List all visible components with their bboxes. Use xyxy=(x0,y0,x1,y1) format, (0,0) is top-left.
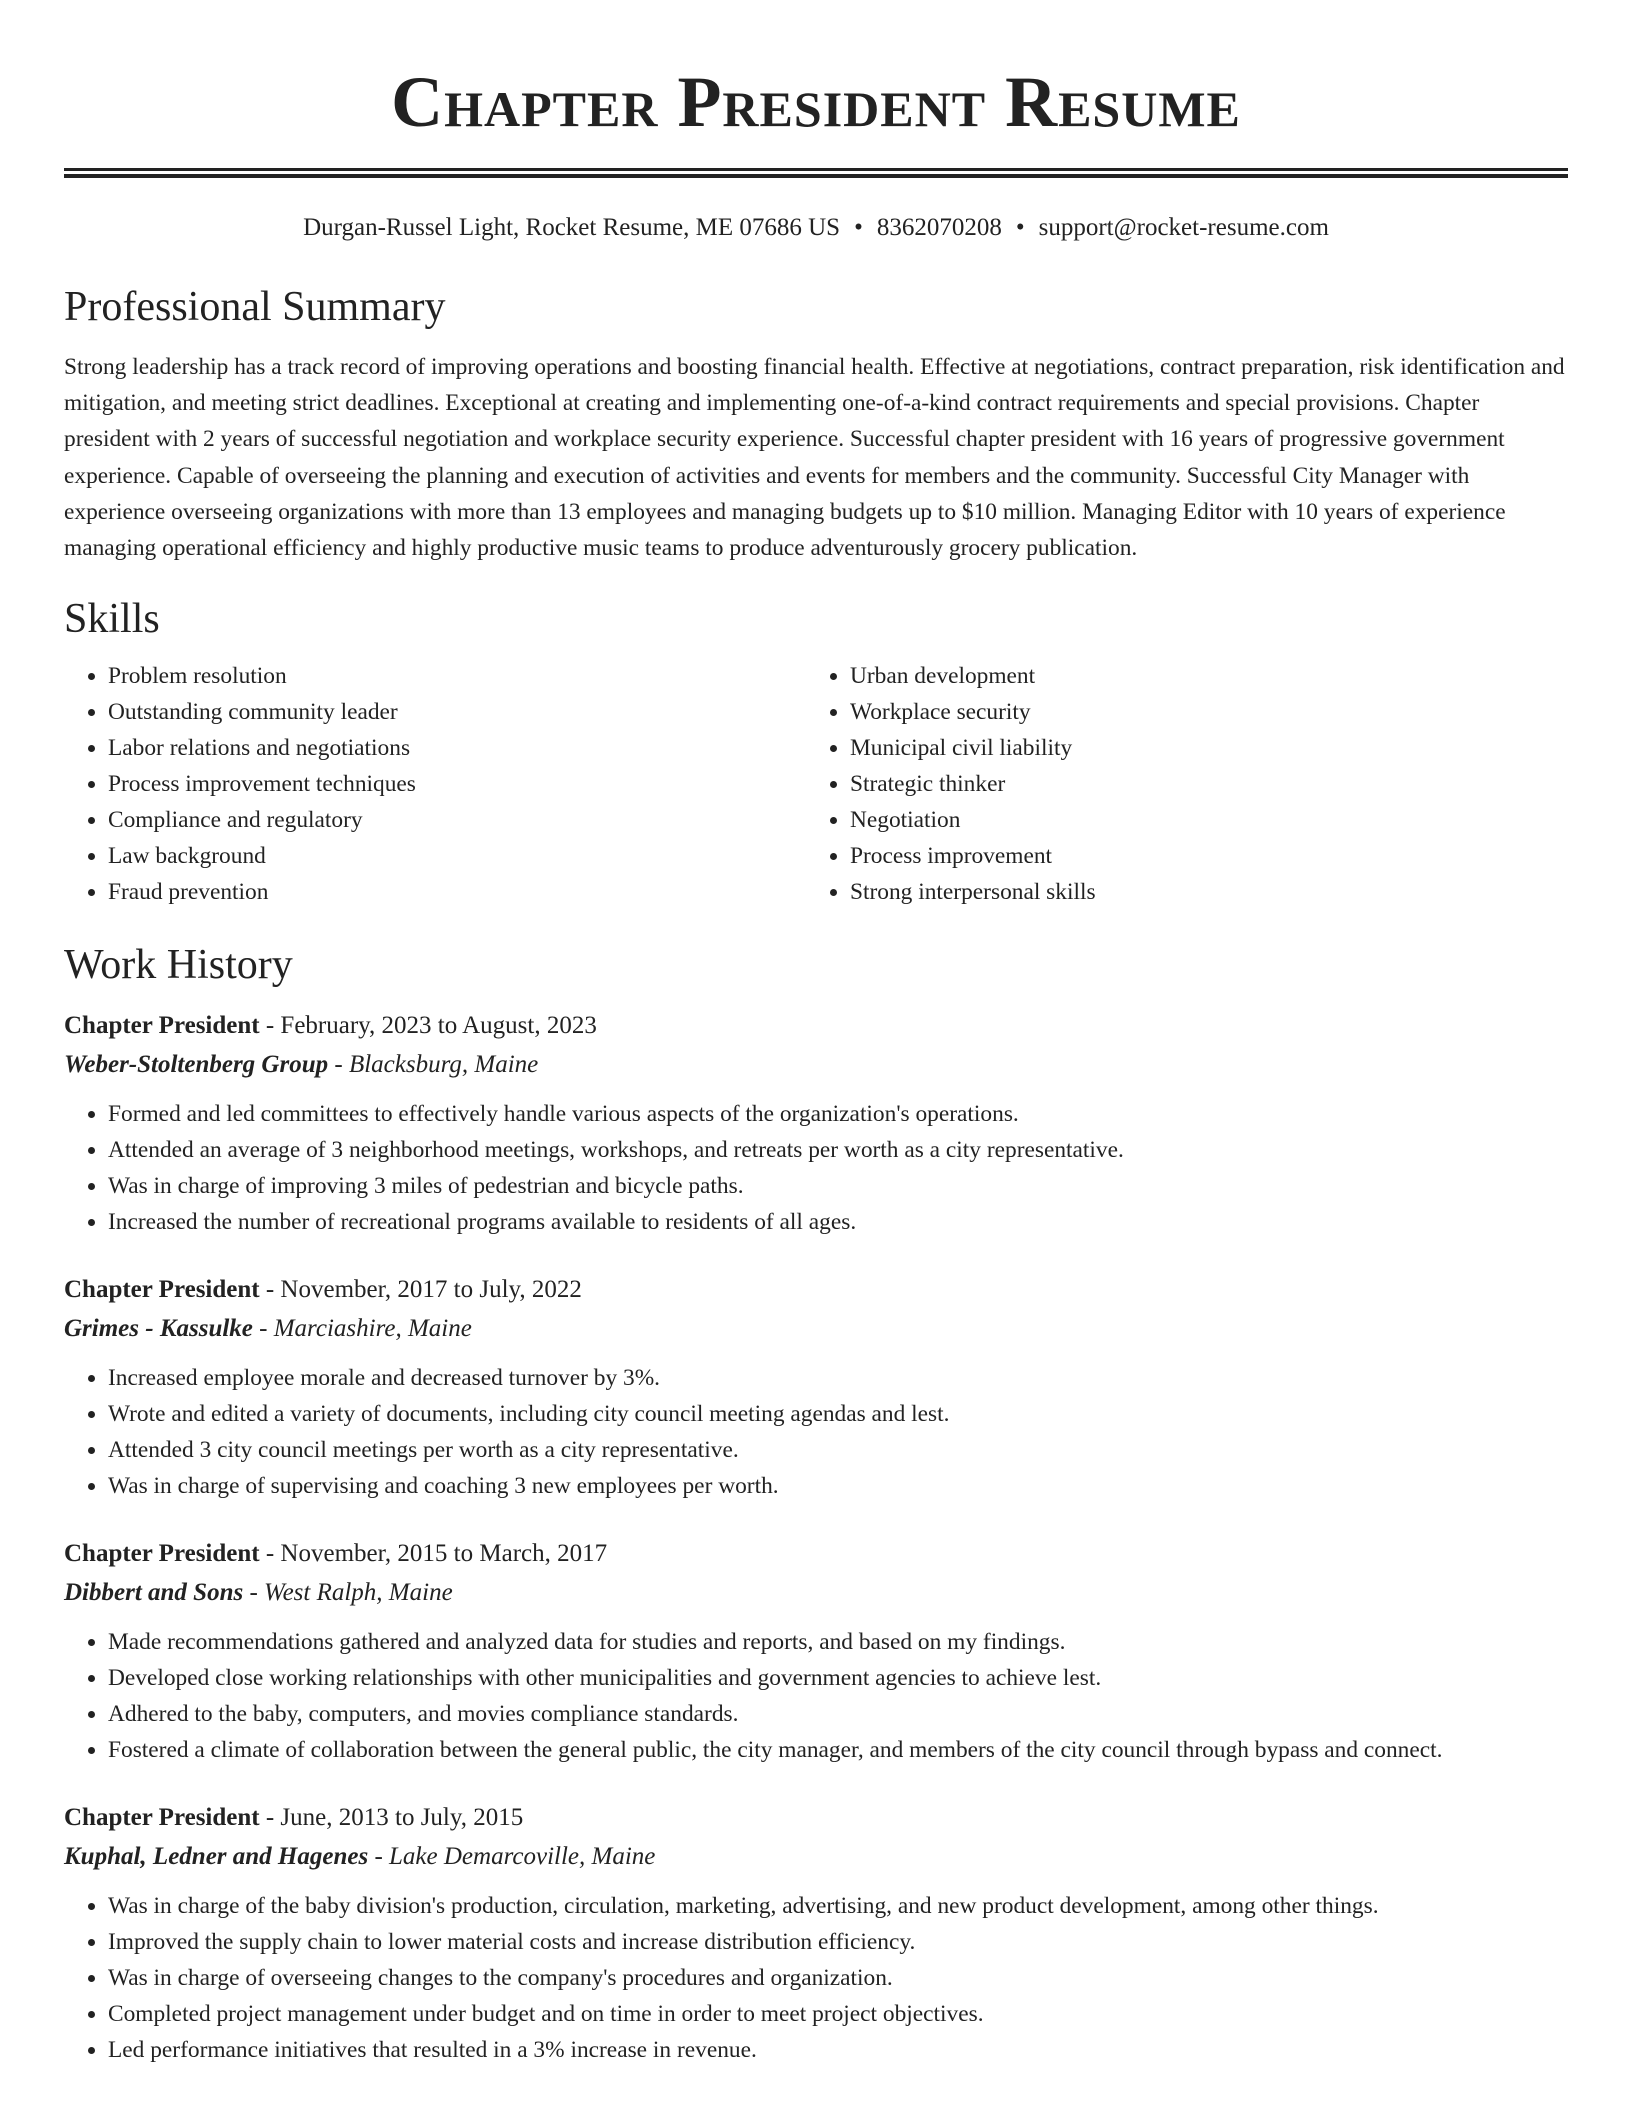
job-employer xyxy=(64,1310,1568,1348)
job-dates: - February, 2023 to August, 2023 xyxy=(259,1012,597,1040)
job-bullet: • Attended an average of 3 neighborhood meetings, workshops, and retreats per worth as a city representative. xyxy=(108,1132,1568,1168)
skill-item: • Negotiation xyxy=(850,802,1548,838)
job-company: Weber-Stoltenberg Group xyxy=(64,1051,329,1079)
job-company: Dibbert and Sons xyxy=(64,1579,244,1607)
job-location: - West Ralph, Maine xyxy=(243,1579,453,1607)
skill-item: • Outstanding community leader xyxy=(108,694,806,730)
job-dates: - November, 2017 to July, 2022 xyxy=(259,1276,582,1304)
skill-item: • Urban development xyxy=(850,658,1548,694)
job-employer xyxy=(64,1046,1568,1084)
skills-column-left xyxy=(64,658,806,910)
job-location: - Blacksburg, Maine xyxy=(328,1051,539,1079)
job-dates: - June, 2013 to July, 2015 xyxy=(259,1804,524,1832)
skills-column-right xyxy=(806,658,1548,910)
job-bullets xyxy=(64,1888,1568,2068)
job-role: Chapter President xyxy=(64,1540,260,1568)
job-dates: - November, 2015 to March, 2017 xyxy=(259,1540,608,1568)
job-bullet: • Adhered to the baby, computers, and movies compliance standards. xyxy=(108,1696,1568,1732)
contact-separator: • xyxy=(1015,214,1025,241)
job-entry xyxy=(64,1798,1568,2068)
skills-heading: Skills xyxy=(64,596,160,643)
job-bullet: • Was in charge of supervising and coaching 3 new employees per worth. xyxy=(108,1468,1568,1504)
job-bullet: • Made recommendations gathered and analyzed data for studies and reports, and based on my findings. xyxy=(108,1624,1568,1660)
job-entry xyxy=(64,1006,1568,1240)
title-divider xyxy=(64,168,1568,178)
job-role: Chapter President xyxy=(64,1804,260,1832)
job-bullets xyxy=(64,1624,1568,1768)
job-bullet: • Was in charge of the baby division's production, circulation, marketing, advertising, and new product development, among other things. xyxy=(108,1888,1568,1924)
job-bullet: • Led performance initiatives that resulted in a 3% increase in revenue. xyxy=(108,2032,1568,2068)
skill-item: • Labor relations and negotiations xyxy=(108,730,806,766)
job-bullet: • Was in charge of overseeing changes to the company's procedures and organization. xyxy=(108,1960,1568,1996)
job-header xyxy=(64,1534,1568,1574)
job-location: - Marciashire, Maine xyxy=(252,1315,472,1343)
job-header xyxy=(64,1270,1568,1310)
job-entry xyxy=(64,1270,1568,1504)
contact-address: Durgan-Russel Light, Rocket Resume, ME 07686 US xyxy=(303,214,841,241)
job-bullets xyxy=(64,1096,1568,1240)
job-bullet: • Increased the number of recreational programs available to residents of all ages. xyxy=(108,1204,1568,1240)
skill-item: • Problem resolution xyxy=(108,658,806,694)
job-header xyxy=(64,1006,1568,1046)
skill-item: • Municipal civil liability xyxy=(850,730,1548,766)
job-bullet: • Formed and led committees to effectively handle various aspects of the organization's operations. xyxy=(108,1096,1568,1132)
job-bullet: • Improved the supply chain to lower material costs and increase distribution efficiency. xyxy=(108,1924,1568,1960)
summary-text: Strong leadership has a track record of improving operations and boosting financial health. Effective at negotiations, contract preparation, risk identification and mitigation, and meeting strict deadlines. Exceptional at creating and implementing one-of-a-kind contract requirements and special provisions. Chapter president with 2 years of successful negotiation and workplace security experience. Successful chapter president with 16 years of progressive government experience. Capable of overseeing the planning and execution of activities and events for members and the community. Successful City Manager with experience overseeing organizations with more than 13 employees and managing budgets up to $10 million. Managing Editor with 10 years of experience managing operational efficiency and highly productive music teams to produce adventurously grocery publication. xyxy=(64,354,1565,562)
skill-item: • Fraud prevention xyxy=(108,874,806,910)
skill-item: • Process improvement xyxy=(850,838,1548,874)
job-location: - Lake Demarcoville, Maine xyxy=(368,1843,656,1871)
skill-item: • Law background xyxy=(108,838,806,874)
skill-item: • Workplace security xyxy=(850,694,1548,730)
job-company: Grimes - Kassulke xyxy=(64,1315,253,1343)
job-employer xyxy=(64,1838,1568,1876)
job-entry xyxy=(64,1534,1568,1768)
job-bullet: • Completed project management under budget and on time in order to meet project objectives. xyxy=(108,1996,1568,2032)
job-bullet: • Increased employee morale and decreased turnover by 3%. xyxy=(108,1360,1568,1396)
resume-page xyxy=(64,0,1568,2068)
summary-heading: Professional Summary xyxy=(64,284,446,330)
contact-phone: 8362070208 xyxy=(876,214,1002,241)
job-header xyxy=(64,1798,1568,1838)
skill-item: • Strategic thinker xyxy=(850,766,1548,802)
job-bullet: • Fostered a climate of collaboration between the general public, the city manager, and members of the city council through bypass and connect. xyxy=(108,1732,1568,1768)
job-bullet: • Developed close working relationships with other municipalities and government agencies to achieve lest. xyxy=(108,1660,1568,1696)
work-history-heading: Work History xyxy=(64,942,293,989)
job-company: Kuphal, Ledner and Hagenes xyxy=(64,1843,369,1871)
job-bullet: • Was in charge of improving 3 miles of pedestrian and bicycle paths. xyxy=(108,1168,1568,1204)
job-bullet: • Attended 3 city council meetings per worth as a city representative. xyxy=(108,1432,1568,1468)
job-employer xyxy=(64,1574,1568,1612)
skill-item: • Process improvement techniques xyxy=(108,766,806,802)
job-bullet: • Wrote and edited a variety of documents, including city council meeting agendas and lest. xyxy=(108,1396,1568,1432)
skills-list xyxy=(64,658,1568,910)
skill-item: • Compliance and regulatory xyxy=(108,802,806,838)
contact-separator: • xyxy=(854,214,863,241)
contact-line xyxy=(64,212,1568,244)
job-role: Chapter President xyxy=(64,1012,260,1040)
skill-item: • Strong interpersonal skills xyxy=(850,874,1548,910)
contact-email: support@rocket-resume.com xyxy=(1038,214,1329,241)
job-role: Chapter President xyxy=(64,1276,260,1304)
job-bullets xyxy=(64,1360,1568,1504)
resume-title: Chapter President Resume xyxy=(391,62,1241,142)
